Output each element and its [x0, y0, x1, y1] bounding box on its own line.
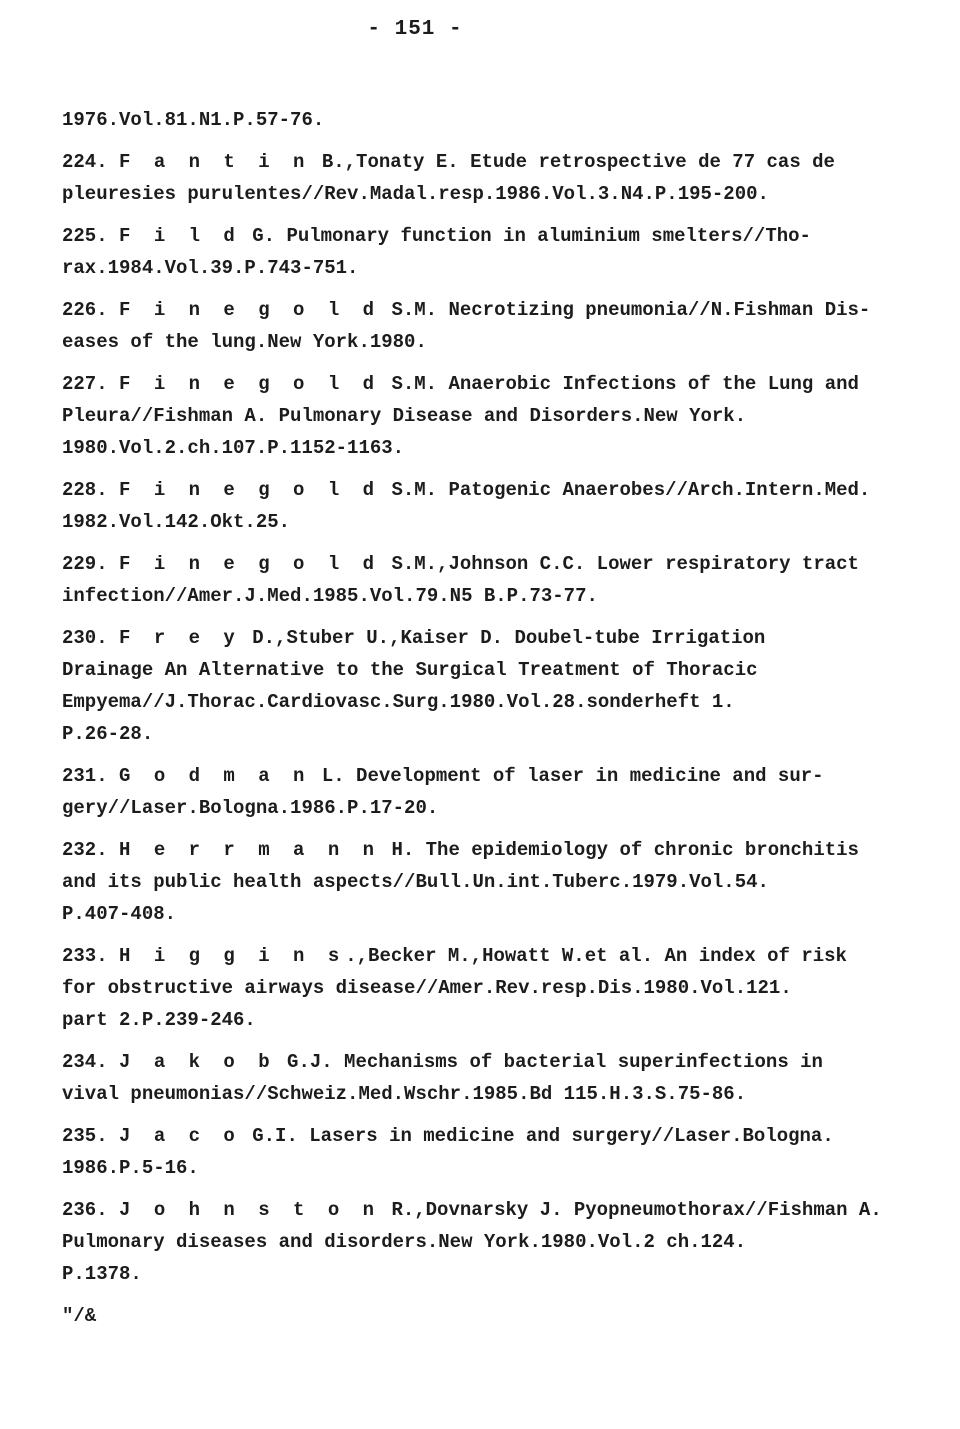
reference-text: R.,Dovnarsky J. Pyopneumothorax//Fishman A. Pulmonary diseases and disorders.New York.1980.Vol.2 ch.124. P.1378. [62, 1199, 882, 1285]
reference-author: F i n e g o l d [119, 373, 381, 395]
reference-text: G. Pulmonary function in aluminium smelters//Tho- rax.1984.Vol.39.P.743-751. [62, 225, 811, 279]
reference-item-233 [62, 940, 902, 1036]
reference-continuation: 1976.Vol.81.N1.P.57-76. [62, 109, 325, 131]
reference-author: F i n e g o l d [119, 479, 381, 501]
reference-author: F i l d [119, 225, 241, 247]
reference-number: 233. [62, 945, 108, 967]
reference-text: D.,Stuber U.,Kaiser D. Doubel-tube Irrigation Drainage An Alternative to the Surgical Treatment of Thoracic Empyema//J.Thorac.Cardiovasc.Surg.1980.Vol.28.sonderheft 1. P.26-28. [62, 627, 766, 745]
reference-text: L. Development of laser in medicine and sur- gery//Laser.Bologna.1986.P.17-20. [62, 765, 824, 819]
continuation-mark: "/& [62, 1305, 97, 1327]
reference-item-234 [62, 1046, 902, 1110]
reference-number: 236. [62, 1199, 108, 1221]
reference-text: S.M. Anaerobic Infections of the Lung and Pleura//Fishman A. Pulmonary Disease and Disorders.New York. 1980.Vol.2.ch.107.P.1152-1163. [62, 373, 859, 459]
reference-text: H. The epidemiology of chronic bronchitis and its public health aspects//Bull.Un.int.Tuberc.1979.Vol.54. P.407-408. [62, 839, 859, 925]
reference-text: .,Becker M.,Howatt W.et al. An index of risk for obstructive airways disease//Amer.Rev.resp.Dis.1980.Vol.121. part 2.P.239-246. [62, 945, 847, 1031]
reference-text: G.I. Lasers in medicine and surgery//Laser.Bologna. 1986.P.5-16. [62, 1125, 834, 1179]
reference-item-229 [62, 548, 902, 612]
reference-number: 229. [62, 553, 108, 575]
reference-text: B.,Tonaty E. Etude retrospective de 77 cas de pleuresies purulentes//Rev.Madal.resp.1986.Vol.3.N4.P.195-200. [62, 151, 835, 205]
reference-author: F r e y [119, 627, 241, 649]
page-number: - 151 - [367, 18, 463, 41]
reference-number: 227. [62, 373, 108, 395]
reference-item-224 [62, 146, 902, 210]
reference-text: S.M. Patogenic Anaerobes//Arch.Intern.Med. 1982.Vol.142.Okt.25. [62, 479, 871, 533]
reference-item-228 [62, 474, 902, 538]
reference-author: G o d m a n [119, 765, 311, 787]
reference-item-236 [62, 1194, 902, 1290]
reference-item-226 [62, 294, 902, 358]
reference-item-230 [62, 622, 902, 750]
reference-author: F i n e g o l d [119, 553, 381, 575]
reference-number: 232. [62, 839, 108, 861]
reference-item-232 [62, 834, 902, 930]
reference-number: 225. [62, 225, 108, 247]
reference-item-225 [62, 220, 902, 284]
reference-author: F a n t i n [119, 151, 311, 173]
reference-text: S.M.,Johnson C.C. Lower respiratory tract infection//Amer.J.Med.1985.Vol.79.N5 B.P.73-77. [62, 553, 859, 607]
reference-number: 234. [62, 1051, 108, 1073]
reference-author: H e r r m a n n [119, 839, 381, 861]
reference-number: 226. [62, 299, 108, 321]
reference-text: G.J. Mechanisms of bacterial superinfections in vival pneumonias//Schweiz.Med.Wschr.1985.Bd 115.H.3.S.75-86. [62, 1051, 823, 1105]
reference-number: 231. [62, 765, 108, 787]
reference-number: 235. [62, 1125, 108, 1147]
reference-text: S.M. Necrotizing pneumonia//N.Fishman Dis- eases of the lung.New York.1980. [62, 299, 871, 353]
reference-author: J a c o [119, 1125, 241, 1147]
reference-item-235 [62, 1120, 902, 1184]
reference-author: F i n e g o l d [119, 299, 381, 321]
reference-author: J a k o b [119, 1051, 276, 1073]
reference-author: J o h n s t o n [119, 1199, 381, 1221]
reference-number: 224. [62, 151, 108, 173]
reference-item-227 [62, 368, 902, 464]
reference-number: 230. [62, 627, 108, 649]
reference-number: 228. [62, 479, 108, 501]
reference-author: H i g g i n s [119, 945, 346, 967]
reference-list [62, 104, 902, 1332]
reference-item-231 [62, 760, 902, 824]
